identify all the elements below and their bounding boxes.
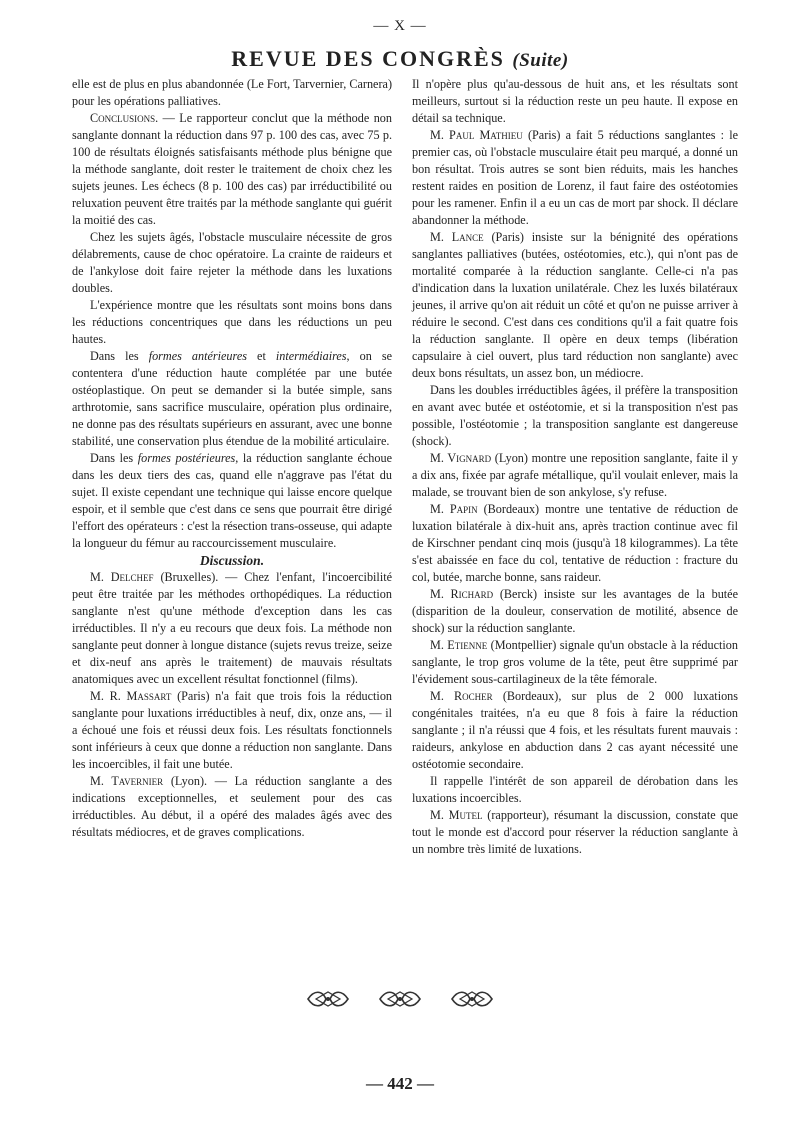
speaker-text: (Paris) n'a fait que trois fois la réduction sanglante pour luxations irréductibles à neuf, dix, onze ans, — il a échoué une fois et réussi deux fois. Les résultats fonctionnels sont inférieurs à ceux que donne a réduction non sanglante. Dans les incoercibles, il fait une butée.: [72, 689, 393, 771]
speaker-name: M. Papin: [430, 502, 478, 516]
speaker-name: M. R. Massart: [90, 689, 172, 703]
speaker-text: (Berck) insiste sur les avantages de la butée (disparition de la douleur, conservation de motilité, absence de shock) sur la réduction sanglante.: [412, 587, 739, 635]
text-run: Dans les: [90, 349, 149, 363]
right-column: [412, 76, 738, 858]
text-run: et: [246, 349, 276, 363]
page-title: [0, 46, 800, 72]
page-title-text: REVUE DES CONGRÈS: [231, 46, 505, 71]
page-number: — 442 —: [366, 1074, 434, 1093]
paragraph: elle est de plus en plus abandonnée (Le Fort, Tarvernier, Carnera) pour les opérations palliatives.: [72, 77, 392, 108]
speaker-text: (Lyon). — La réduction sanglante a des indications exceptionnelles, et seulement pour des cas irréductibles. Au début, il a opéré des malades âgés avec des résultats médiocres, et de graves complications.: [72, 774, 392, 839]
speaker-name: M. Tavernier: [90, 774, 164, 788]
conclusions-lead: Conclusions.: [90, 111, 159, 125]
discussion-heading: Discussion.: [199, 553, 265, 568]
conclusions-text: — Le rapporteur conclut que la méthode non sanglante donnant la réduction dans 97 p. 100 des cas, avec 75 p. 100 de résultats éloignés satisfaisants méthode plus bénigne que la méthode sanglante, doit rester le traitement de choix chez les sujets jeunes. Les échecs (8 p. 100 des cas) par irréductibilité ou reluxation peuvent être traités par la méthode sanglante qui guérit la moitié des cas.: [72, 111, 392, 227]
paragraph: Il n'opère plus qu'au-dessous de huit ans, et les résultats sont meilleurs, surtout si la réduction reste un peu haute. Il expose en détail sa technique.: [412, 77, 738, 125]
speaker-text: (Lyon) montre une reposition sanglante, faite il y a dix ans, fixée par agrafe métallique, qu'il voulait enlever, mais la malade, se trouvant bien de son ankylose, s'y refuse.: [412, 451, 738, 499]
speaker-name: M. Mutel: [430, 808, 483, 822]
speaker-text: (Bordeaux), sur plus de 2 000 luxations congénitales traitées, n'a eu que 8 fois à faire la réduction sanglante ; il n'a réussi que 4 fois, et les résultats furent mauvais : raideurs, ankylose en abduction dans 2 cas ayant nécessité une ostéotomie secondaire.: [412, 689, 739, 771]
speaker-name: M. Delchef: [90, 570, 154, 584]
fleuron-icon: [378, 988, 422, 1010]
paragraph-delchef: [72, 569, 392, 688]
paragraph-anterior-forms: [72, 348, 392, 450]
section-marker: — X —: [373, 18, 427, 34]
paragraph-papin: [412, 501, 738, 586]
speaker-text: (Bruxelles). — Chez l'enfant, l'incoercibilité peut être traitée par les méthodes orthopédiques. La réduction sanglante n'est qu'une méthode d'exception dans les cas irréductibles. Il n'y a eu recours que deux fois. La méthode non sanglante peut donner à longue distance (sujets revus treize, seize et dix-neuf ans après le traitement) de mauvais résultats anatomiques avec un excellent résultat fonctionnel (films).: [72, 570, 392, 686]
paragraph: Il rappelle l'intérêt de son appareil de dérobation dans les luxations incoercibles.: [412, 774, 738, 805]
speaker-name: M. Paul Mathieu: [430, 128, 523, 142]
paragraph-mutel: [412, 807, 738, 858]
speaker-text: (Paris) a fait 5 réductions sanglantes : le premier cas, où l'obstacle musculaire était peu marqué, a donné un bon résultat. Trois autres se sont bien réduits, mais les hanches restent raides en position de Lorenz, il faut faire des ostéotomies pour les ramener. Enfin il a eu un cas de mort par shock. Il déclare abandonner la méthode.: [412, 128, 739, 227]
speaker-name: M. Etienne: [430, 638, 488, 652]
paragraph-mathieu: [412, 127, 738, 229]
paragraph-lance: [412, 229, 738, 382]
page-title-suffix: (Suite): [512, 50, 569, 71]
paragraph-conclusions: [72, 110, 392, 229]
text-run: , on se contentera d'une réduction haute complétée par une butée ostéoplastique. On peut se demander si la butée simple, sans arthrotomie, sans sacrifice musculaire, opération plus ordinaire, ne donne pas des résultats supérieurs en assurant, avec une bonne stabilité, une conservation plus étendue de la mobilité articulaire.: [72, 349, 393, 448]
paragraph: Chez les sujets âgés, l'obstacle musculaire nécessite de gros délabrements, cause de choc opératoire. La crainte de raideurs et de l'ankylose doit faire rejeter la méthode dans les luxations doubles.: [72, 230, 392, 295]
speaker-name: M. Richard: [430, 587, 494, 601]
italic-run: formes postérieures: [137, 451, 236, 465]
paragraph-massart: [72, 688, 392, 773]
italic-run: intermédiaires: [275, 349, 347, 363]
text-run: Dans les: [90, 451, 138, 465]
paragraph-tavernier: [72, 773, 392, 841]
paragraph-rocher: [412, 688, 738, 773]
paragraph: Dans les doubles irréductibles âgées, il préfère la transposition en avant avec butée et ostéotomie, et si la transposition n'est pas possible, l'ostéotomie ; la transposition sanglante est dangereuse (shock).: [412, 383, 738, 448]
paragraph-richard: [412, 586, 738, 637]
speaker-name: M. Lance: [430, 230, 484, 244]
speaker-name: M. Vignard: [430, 451, 492, 465]
speaker-text: (Paris) insiste sur la bénignité des opérations sanglantes palliatives (butées, ostéotomies, etc.), qui n'ont pas de mortalité comparée à la réduction sanglante. Celle-ci n'a pas d'indication dans la luxation unilatérale. Chez les luxés bilatéraux jeunes, il arrive qu'on ait réduit un côté et qu'on ne puisse arriver à réduire le second. C'est dans ces conditions qu'il a fait quatre fois la réduction sanglante. Il opère en deux temps (libération capsulaire à ciel ouvert, plus tard réduction non sanglante) avec deux bons résultats, un assez bon, un médiocre.: [412, 230, 738, 380]
paragraph-posterior-forms: [72, 450, 392, 552]
paragraph-vignard: [412, 450, 738, 501]
speaker-text: (rapporteur), résumant la discussion, constate que tout le monde est d'accord pour réserver la réduction sanglante à un nombre très limité de luxations.: [412, 808, 739, 856]
speaker-text: (Bordeaux) montre une tentative de réduction de luxation bilatérale à dix-huit ans, après traction continue avec fil de Kirschner pendant cinq mois (jusqu'à 18 kilogrammes). La tête s'est abaissée en face du col, tentative de réduction : fracture du col, butée, marche bonne, sans raideur.: [412, 502, 739, 584]
speaker-text: (Montpellier) signale qu'un obstacle à la réduction sanglante, le trop gros volume de la tête, peut être supprimé par l'évidement sous-cartilagineux de la tête fémorale.: [412, 638, 738, 686]
fleuron-icon: [306, 988, 350, 1010]
left-column: [72, 76, 392, 841]
fleuron-icon: [450, 988, 494, 1010]
speaker-name: M. Rocher: [430, 689, 493, 703]
decorative-ornament: [0, 988, 800, 1010]
paragraph: L'expérience montre que les résultats sont moins bons dans les réductions concentriques que dans les réductions un peu hautes.: [72, 298, 392, 346]
italic-run: formes antérieures: [148, 349, 247, 363]
paragraph-etienne: [412, 637, 738, 688]
text-run: , la réduction sanglante échoue dans les deux tiers des cas, quand elle n'aggrave pas l'état du sujet. Il existe cependant une technique qui laisse encore quelque espoir, et il semble que c'est dans ce sens que pourrait être dirigé l'effort des opérateurs : c'est la résection trans-osseuse, qui adapte la longueur du fémur au raccourcissement musculaire.: [72, 451, 392, 550]
